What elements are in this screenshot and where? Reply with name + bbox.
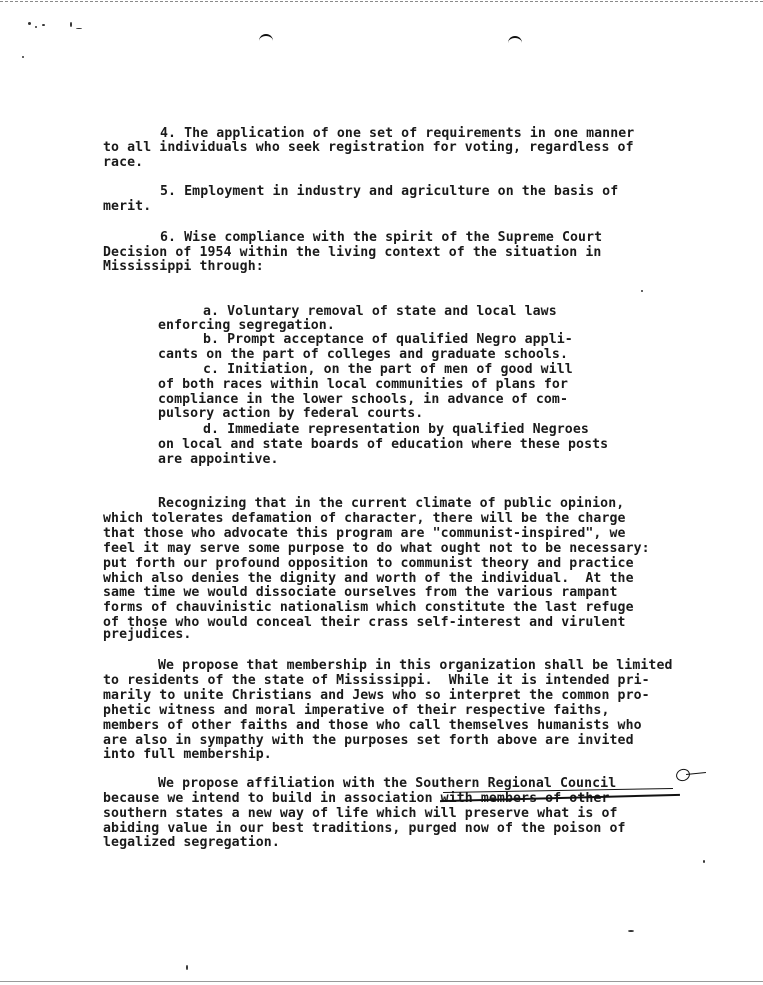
scan-speck (22, 56, 24, 58)
recognizing-line-7: same time we would dissociate ourselves from the various rampant (103, 585, 618, 600)
item-6-line-2: Decision of 1954 within the living context of the situation in (103, 245, 602, 260)
membership-line-5: members of other faiths and those who call themselves humanists who (103, 718, 642, 733)
scan-speck (628, 930, 634, 932)
item-5-line-2: merit. (103, 199, 152, 214)
sub-item-b-line-1: b. Prompt acceptance of qualified Negro appli- (203, 332, 573, 347)
recognizing-line-4: feel it may serve some purpose to do what ought not to be necessary: (103, 541, 650, 556)
sub-item-c-line-3: compliance in the lower schools, in advance of com- (158, 392, 569, 407)
membership-line-6: are also in sympathy with the purposes set forth above are invited (103, 733, 634, 748)
scan-speck (641, 290, 643, 292)
item-5-line-1: 5. Employment in industry and agriculture on the basis of (160, 184, 619, 199)
sub-item-b-line-2: cants on the part of colleges and graduate schools. (158, 347, 569, 362)
scan-speck (186, 965, 188, 970)
affiliation-line-4: abiding value in our best traditions, purged now of the poison of (103, 821, 626, 836)
affiliation-line-5: legalized segregation. (103, 835, 280, 850)
sub-item-c-line-1: c. Initiation, on the part of men of good will (203, 362, 573, 377)
recognizing-line-6: which also denies the dignity and worth of the individual. At the (103, 571, 634, 586)
binder-hole-mark (259, 34, 273, 44)
top-edge-rule (0, 1, 763, 2)
sub-item-d-line-3: are appointive. (158, 452, 279, 467)
sub-item-c-line-4: pulsory action by federal courts. (158, 406, 424, 421)
bottom-edge-rule (0, 981, 763, 982)
handwritten-loop (674, 767, 691, 783)
recognizing-line-2: which tolerates defamation of character, there will be the charge (103, 511, 626, 526)
scan-speck (70, 22, 72, 27)
membership-line-1: We propose that membership in this organization shall be limited (158, 658, 673, 673)
membership-line-4: phetic witness and moral imperative of their respective faiths, (103, 703, 610, 718)
scan-speck (703, 860, 705, 863)
affiliation-line-1: We propose affiliation with the Southern Regional Council (158, 776, 617, 791)
binder-hole-mark (508, 36, 522, 46)
membership-line-7: into full membership. (103, 747, 272, 762)
scan-speck (28, 22, 31, 25)
sub-item-a-line-2: enforcing segregation. (158, 318, 335, 333)
sub-item-c-line-2: of both races within local communities of plans for (158, 377, 569, 392)
recognizing-line-10: prejudices. (103, 627, 192, 642)
affiliation-line-2: because we intend to build in association with members of other (103, 791, 610, 806)
item-6-line-3: Mississippi through: (103, 259, 264, 274)
scan-speck (76, 28, 82, 29)
recognizing-line-9: of those who would conceal their crass self-interest and virulent (103, 615, 626, 630)
item-4-line-3: race. (103, 155, 144, 170)
item-4-line-1: 4. The application of one set of requirements in one manner (160, 126, 635, 141)
membership-line-3: marily to unite Christians and Jews who so interpret the common pro- (103, 688, 650, 703)
item-4-line-2: to all individuals who seek registration for voting, regardless of (103, 140, 634, 155)
sub-item-d-line-2: on local and state boards of education where these posts (158, 437, 609, 452)
scan-speck (42, 24, 45, 26)
sub-item-a-line-1: a. Voluntary removal of state and local laws (203, 304, 557, 319)
scan-speck (35, 26, 37, 28)
recognizing-line-3: that those who advocate this program are "communist-inspired", we (103, 526, 626, 541)
recognizing-line-5: put forth our profound opposition to communist theory and practice (103, 556, 634, 571)
recognizing-line-1: Recognizing that in the current climate of public opinion, (158, 496, 625, 511)
affiliation-line-3: southern states a new way of life which will preserve what is of (103, 806, 618, 821)
item-6-line-1: 6. Wise compliance with the spirit of the Supreme Court (160, 230, 603, 245)
sub-item-d-line-1: d. Immediate representation by qualified Negroes (203, 422, 589, 437)
recognizing-line-8: forms of chauvinistic nationalism which constitute the last refuge (103, 600, 634, 615)
membership-line-2: to residents of the state of Mississippi. While it is intended pri- (103, 673, 650, 688)
